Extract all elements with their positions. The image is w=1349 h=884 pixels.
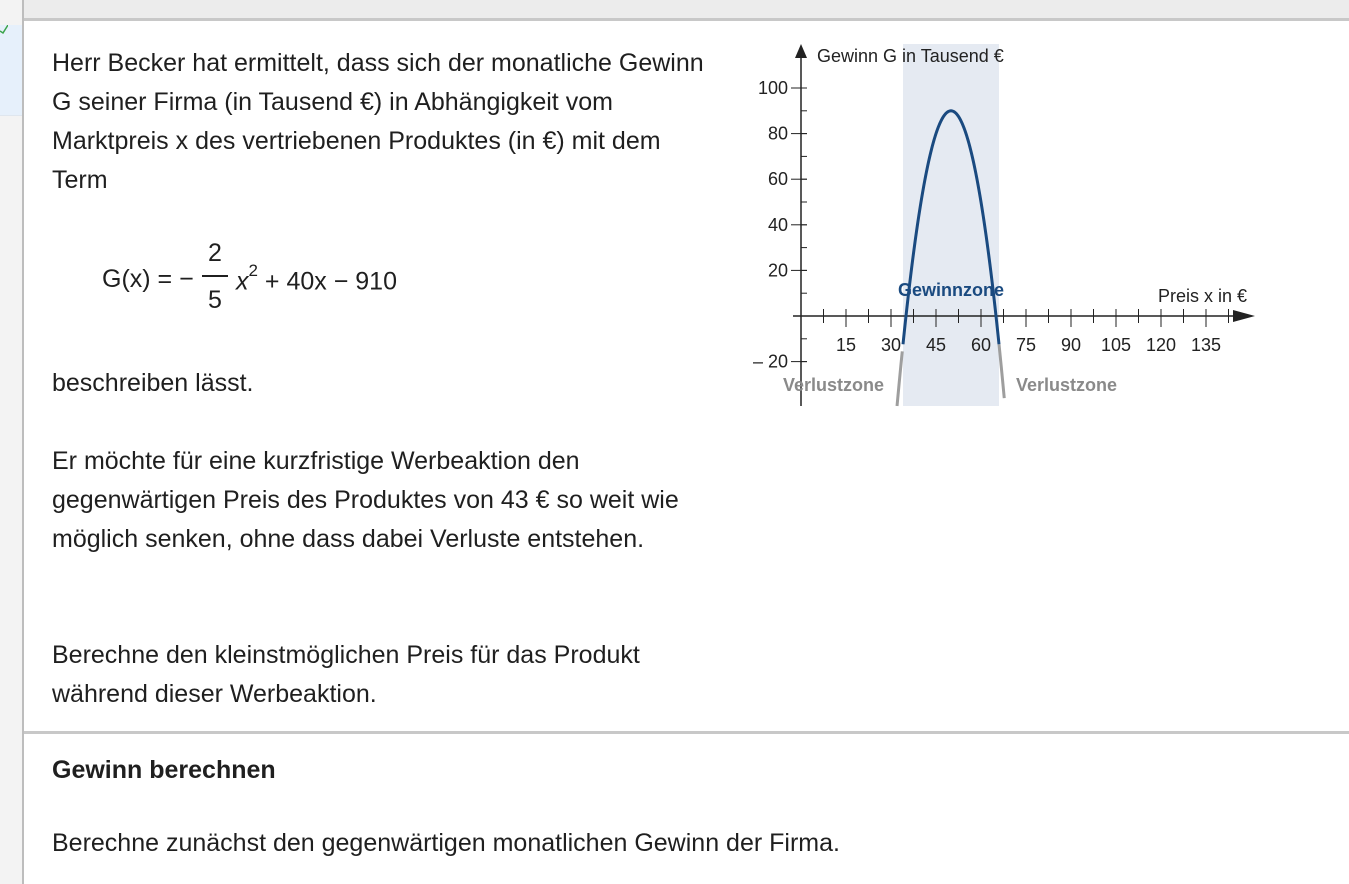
fraction-bar [202, 275, 228, 277]
left-rail [0, 0, 22, 884]
formula-exponent: 2 [248, 261, 258, 280]
section-divider [24, 731, 1349, 734]
y-tick-label: 80 [767, 123, 788, 144]
x-axis-label: Preis x in € [1157, 286, 1247, 306]
formula-lhs: G(x) = − [102, 265, 194, 293]
formula-rhs [236, 261, 397, 296]
section-title: Gewinn berechnen [52, 756, 276, 784]
x-tick-label: 120 [1145, 335, 1177, 355]
rail-divider [22, 0, 24, 884]
x-tick-label: 105 [1100, 335, 1132, 355]
x-tick-label: 60 [970, 335, 992, 355]
task-situation: Er möchte für eine kurzfristige Werbeaktion den gegenwärtigen Preis des Produktes von 43 € so weit wie möglich senken, ohne dass dabei Verluste entstehen. [52, 447, 679, 553]
loss-curve-left [897, 351, 902, 406]
x-tick-label: 90 [1060, 335, 1082, 355]
y-tick-label: 20 [767, 260, 788, 281]
check-icon [0, 25, 8, 35]
x-axis-arrow [1233, 310, 1255, 322]
loss-curve-right [999, 344, 1004, 398]
task-after-formula: beschreiben lässt. [52, 369, 254, 397]
x-tick-label: 30 [880, 335, 902, 355]
section-text: Berechne zunächst den gegenwärtigen monatlichen Gewinn der Firma. [52, 829, 840, 857]
loss-zone-label-right: Verlustzone [1016, 375, 1118, 395]
formula-rest: + 40x − 910 [264, 267, 397, 296]
rail-active-step[interactable] [0, 25, 22, 116]
y-tick-label: 100 [757, 78, 788, 98]
formula-denominator: 5 [208, 286, 222, 314]
x-tick-label: 45 [925, 335, 947, 355]
profit-chart [735, 30, 1275, 420]
loss-zone-label-left: Verlustzone [783, 375, 885, 395]
x-tick-label: 75 [1015, 335, 1037, 355]
task-intro: Herr Becker hat ermittelt, dass sich der monatliche Gewinn G seiner Firma (in Tausend €) in Abhängigkeit vom Marktpreis x des vertriebenen Produktes (in €) mit dem Term [52, 49, 704, 194]
formula-var: x [236, 267, 249, 296]
top-bar [24, 0, 1349, 21]
x-tick-label: 135 [1190, 335, 1222, 355]
y-axis-arrow [795, 44, 807, 58]
task-question: Berechne den kleinstmöglichen Preis für das Produkt während dieser Werbeaktion. [52, 641, 640, 708]
y-tick-label: – 20 [752, 351, 788, 372]
formula-fraction [202, 238, 228, 315]
x-tick-label: 15 [835, 335, 857, 355]
profit-zone-label: Gewinnzone [897, 280, 1005, 300]
y-tick-label: 60 [767, 169, 788, 190]
formula-numerator: 2 [208, 239, 222, 267]
y-tick-label: 40 [767, 214, 788, 235]
y-axis-label: Gewinn G in Tausend € [817, 46, 1004, 66]
